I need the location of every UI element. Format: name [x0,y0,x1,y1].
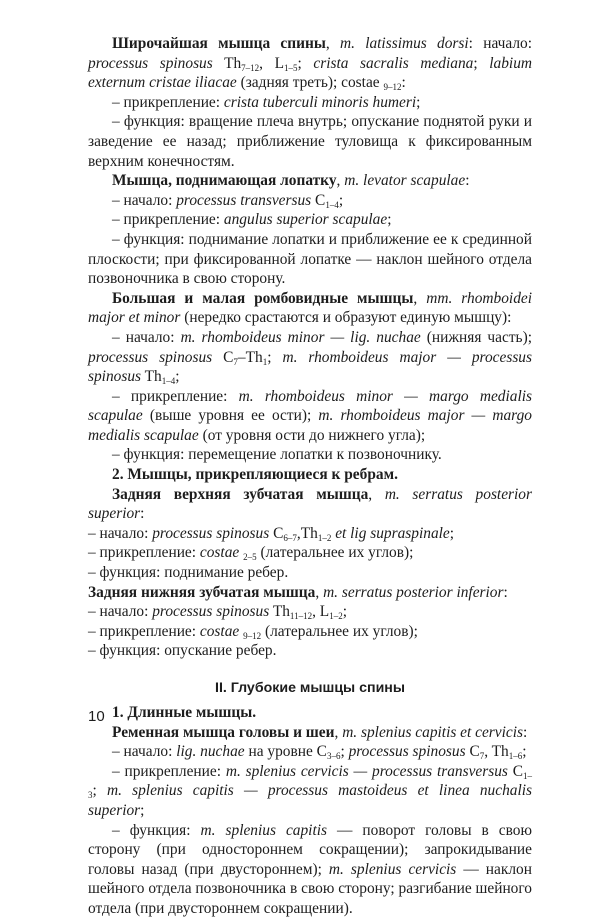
note: (задняя треть); [240,74,338,92]
latin-term: m. splenius cervicis — processus transversus [225,762,508,780]
attach-label: – прикрепление: [88,544,197,562]
vertebra-range: 1–3 [88,770,532,801]
function-label: – функция: [112,113,185,131]
latin-term: processus spinosus [348,743,466,761]
latin-term: m. splenius capitis [200,821,328,839]
attach-label: – прикрепление: [88,622,197,640]
function-line [88,821,532,919]
latin-term: m. rhomboideus minor — margo medialis scapulae [88,387,532,425]
muscle-name: Задняя нижняя зубчатая мышца [88,583,316,601]
note: (нижняя часть); [426,328,532,346]
rib-range: 9–12 [383,82,402,93]
latin-term: processus transversus [176,191,312,209]
latin-term: labium externum cristae iliacae [88,54,533,92]
function-line [88,445,532,465]
start-line: – начало: processus transversus $C_{1-4}$; [112,191,344,210]
start-line: – начало: m. rhomboideus minor — lig. nuchae (нижняя часть); processus spinosus $C_7-Th_1$; m. rhomboideus major — processus spinosus $Th_{1-4}$; [88,328,532,387]
latin-term: crista sacralis mediana [313,54,474,72]
vertebra: Th [224,54,242,72]
muscle-name: Ременная мышца головы и шеи [112,723,335,741]
muscle-latin: mm. rhomboidei major et minor [88,289,532,327]
muscle-paragraph: Задняя нижняя зубчатая мышца, m. serratus posterior inferior: [88,583,508,601]
start-line: – начало: processus spinosus $C_{6-7},Th_{1-2}$ et lig supraspinale; [88,524,455,543]
muscle-latin: m. serratus posterior superior [88,485,532,523]
attach-label: – прикрепление: [112,387,228,405]
function-text: — наклон шейного отдела позвоночника в свою сторону; разгибание шейного отдела (при двустороннем сокращении). [88,860,532,917]
latin-term: costae [199,544,240,562]
latin-term: m. splenius capitis — processus mastoideus et linea nuchalis superior [88,782,533,819]
function-text: вращение плеча внутрь; опускание поднятой руки и заведение ее назад; приближение туловища к фиксированным верхним конечностям. [88,113,532,170]
vertebra-range: 1–2 [329,611,343,622]
start-label: начало: [483,35,533,52]
attach-line: – прикрепление: m. splenius cervicis — processus transversus $C_{1-3}$; m. splenius capitis — processus mastoideus et linea nuchalis superior; [88,762,533,819]
latin-term: processus spinosus [152,524,270,542]
function-text: перемещение лопатки к позвоночнику. [188,446,442,464]
rib-range: 2–5 [243,552,257,563]
vertebra: C [315,191,326,209]
muscle-paragraph: Ременная мышца головы и шеи, m. splenius capitis et cervicis: [112,723,528,741]
muscle-name: Задняя верхняя зубчатая мышца [112,485,369,503]
function-text: поднимание лопатки и приближение ее к срединной плоскости; при фиксированной лопатке — наклон шейного отдела позвоночника в свою сторону. [88,230,532,288]
vertebra-range: 7 [233,356,238,367]
function-text: опускание ребер. [164,642,277,660]
latin-term: m. rhomboideus major — processus spinosus [88,348,532,386]
vertebra-range: 1–2 [317,532,332,543]
muscle-paragraph: Мышца, поднимающая лопатку, m. levator scapulae: [112,172,470,190]
attach-line [88,387,532,446]
start-label: – начало: [88,524,149,542]
function-line [88,641,532,661]
start-label: – начало: [88,603,149,621]
function-line [88,563,532,583]
vertebra: C [469,743,480,761]
function-text: поднимание ребер. [164,564,289,582]
muscle-latin: m. serratus posterior inferior [323,583,504,601]
text: на уровне [248,743,313,761]
vertebra: L [274,54,285,72]
start-line: – начало: lig. nuchae на уровне $C_{3-6}$; processus spinosus $C_7$, $Th_{1-6}$; [112,743,527,762]
latin-term: m. splenius cervicis [328,860,457,878]
function-label: – функция: [88,642,161,660]
muscle-latin: m. latissimus dorsi [339,35,469,52]
start-label: – начало: [112,743,173,761]
vertebra: Th [245,348,263,366]
vertebra-range: 1 [262,356,268,367]
note: (выше уровня ее ости); [149,407,312,425]
vertebra: C [512,762,523,780]
latin-term: costae [199,622,240,640]
vertebra: Th [300,524,318,542]
start-label: – начало: [112,328,175,346]
muscle-paragraph: Широчайшая мышца спины, m. latissimus dorsi: начало: processus spinosus $Th_{7-12}$, $L_{1-5}$; crista sacralis mediana; labium externum cristae iliacae (задняя треть); costae $_{9-12}$: [88,35,533,93]
latin-term: crista tuberculi minoris humeri [223,93,417,111]
note: (нередко срастаются и образуют единую мышцу): [184,309,512,327]
section-title: II. Глубокие мышцы спины [215,680,405,696]
function-line [88,112,532,171]
vertebra-range: 7 [479,751,485,762]
attach-line: – прикрепление: crista tuberculi minoris humeri; [112,93,421,111]
muscle-name: Широчайшая мышца спины [112,35,326,52]
vertebra: Th [272,603,290,621]
group-title-text: 1. Длинные мышцы. [112,704,257,721]
latin-term: et lig supraspinale [335,524,450,542]
note: (латеральнее их углов); [264,622,418,640]
vertebra: Th [491,743,509,761]
attach-line [88,543,532,563]
function-label: – функция: [88,564,161,582]
rib-range: 9–12 [243,630,262,641]
muscle-name: Мышца, поднимающая лопатку [112,172,337,190]
note: (латеральнее их углов); [260,544,414,562]
function-label: – функция: [112,230,185,248]
note: (от уровня ости до нижнего угла); [202,426,426,444]
latin-term: angulus superior scapulae [223,211,388,229]
muscle-name: Большая и малая ромбовидные мышцы [112,289,414,307]
function-line [88,230,532,289]
vertebra-range: 11–12 [289,611,313,622]
function-label: – функция: [112,821,191,839]
attach-label: – прикрепление: [112,762,222,780]
muscle-latin: m. splenius capitis et cervicis [342,723,523,741]
vertebra-range: 7–12 [241,62,260,73]
vertebra-range: 3–6 [326,751,341,762]
vertebra: C [223,348,234,366]
muscle-paragraph: Задняя верхняя зубчатая мышца, m. serratus posterior superior: [88,485,532,523]
latin-term: m. rhomboideus major — margo medialis scapulae [88,407,532,444]
vertebra-range: 1–6 [508,751,523,762]
vertebra: C [316,743,327,761]
group-title: 2. Мышцы, прикрепляющиеся к ребрам. [112,466,398,484]
vertebra: L [319,603,330,621]
muscle-paragraph: Большая и малая ромбовидные мышцы, mm. rhomboidei major et minor (нередко срастаются и образуют единую мышцу): [88,289,532,327]
group-title [88,703,532,723]
vertebra-range: 1–4 [161,376,176,387]
vertebra-range: 1–5 [284,62,298,73]
function-label: – функция: [112,446,185,464]
latin-term: m. rhomboideus minor — lig. nuchae [180,328,421,346]
latin-term: lig. nuchae [176,743,245,761]
vertebra-range: 1–4 [325,199,339,210]
vertebra: Th [144,368,162,386]
start-line: – начало: processus spinosus $Th_{11-12}$, $L_{1-2}$; [88,603,347,622]
latin-term: processus spinosus [88,54,213,72]
vertebra: C [273,524,284,542]
attach-label: – прикрепление: [112,211,221,229]
vertebra-range: 6–7 [283,532,297,543]
attach-line: – прикрепление: angulus superior scapulae; [112,211,392,229]
attach-label: – прикрепление: [112,93,221,111]
page-number: 10 [88,708,105,725]
latin-term: processus spinosus [152,603,270,621]
latin-term: costae [341,74,380,92]
attach-line [88,622,532,642]
latin-term: processus spinosus [88,348,213,366]
function-text: — поворот головы в свою сторону (при одностороннем сокращении); запрокидывание головы назад (при двустороннем); [88,821,532,878]
page-content [88,34,532,919]
start-label: – начало: [112,191,173,209]
muscle-latin: m. levator scapulae [344,172,466,190]
